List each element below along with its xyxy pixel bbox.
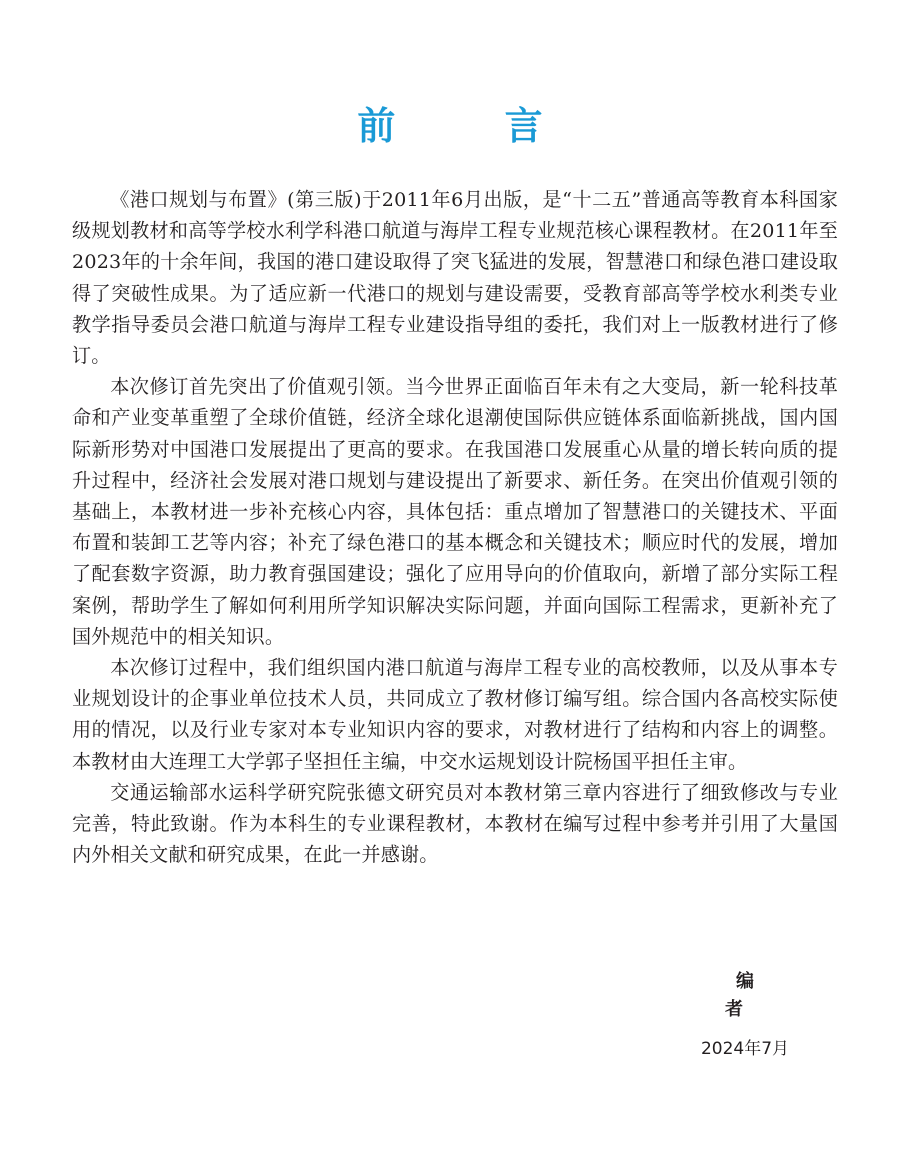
paragraph: 本次修订过程中，我们组织国内港口航道与海岸工程专业的高校教师，以及从事本专业规划设计的企事业单位技术人员，共同成立了教材修订编写组。综合国内各高校实际使用的情况，以及行业专家对本专业知识内容的要求，对教材进行了结构和内容上的调整。本教材由大连理工大学郭子坚担任主编，中交水运规划设计院杨国平担任主审。: [72, 656, 838, 773]
author-label: 编 者: [725, 971, 776, 1020]
date-label: 2024年7月: [700, 1039, 790, 1059]
paragraph: 交通运输部水运科学研究院张德文研究员对本教材第三章内容进行了细致修改与专业完善，特此致谢。作为本科生的专业课程教材，本教材在编写过程中参考并引用了大量国内外相关文献和研究成果，在此一并感谢。: [72, 780, 838, 867]
paragraph: 《港口规划与布置》(第三版)于2011年6月出版，是“十二五”普通高等教育本科国家级规划教材和高等学校水利学科港口航道与海岸工程专业规范核心课程教材。在2011年至2023年的十余年间，我国的港口建设取得了突飞猛进的发展，智慧港口和绿色港口建设取得了突破性成果。为了适应新一代港口的规划与建设需要，受教育部高等学校水利类专业教学指导委员会港口航道与海岸工程专业建设指导组的委托，我们对上一版教材进行了修订。: [72, 188, 838, 368]
page-title: 前 言: [357, 104, 591, 149]
signoff: [690, 968, 800, 1062]
preface-body: [72, 184, 838, 870]
paragraph: 本次修订首先突出了价值观引领。当今世界正面临百年未有之大变局，新一轮科技革命和产业变革重塑了全球价值链，经济全球化退潮使国际供应链体系面临新挑战，国内国际新形势对中国港口发展提出了更高的要求。在我国港口发展重心从量的增长转向质的提升过程中，经济社会发展对港口规划与建设提出了新要求、新任务。在突出价值观引领的基础上，本教材进一步补充核心内容，具体包括：重点增加了智慧港口的关键技术、平面布置和装卸工艺等内容；补充了绿色港口的基本概念和关键技术；顺应时代的发展，增加了配套数字资源，助力教育强国建设；强化了应用导向的价值取向，新增了部分实际工程案例，帮助学生了解如何利用所学知识解决实际问题，并面向国际工程需求，更新补充了国外规范中的相关知识。: [72, 375, 838, 648]
